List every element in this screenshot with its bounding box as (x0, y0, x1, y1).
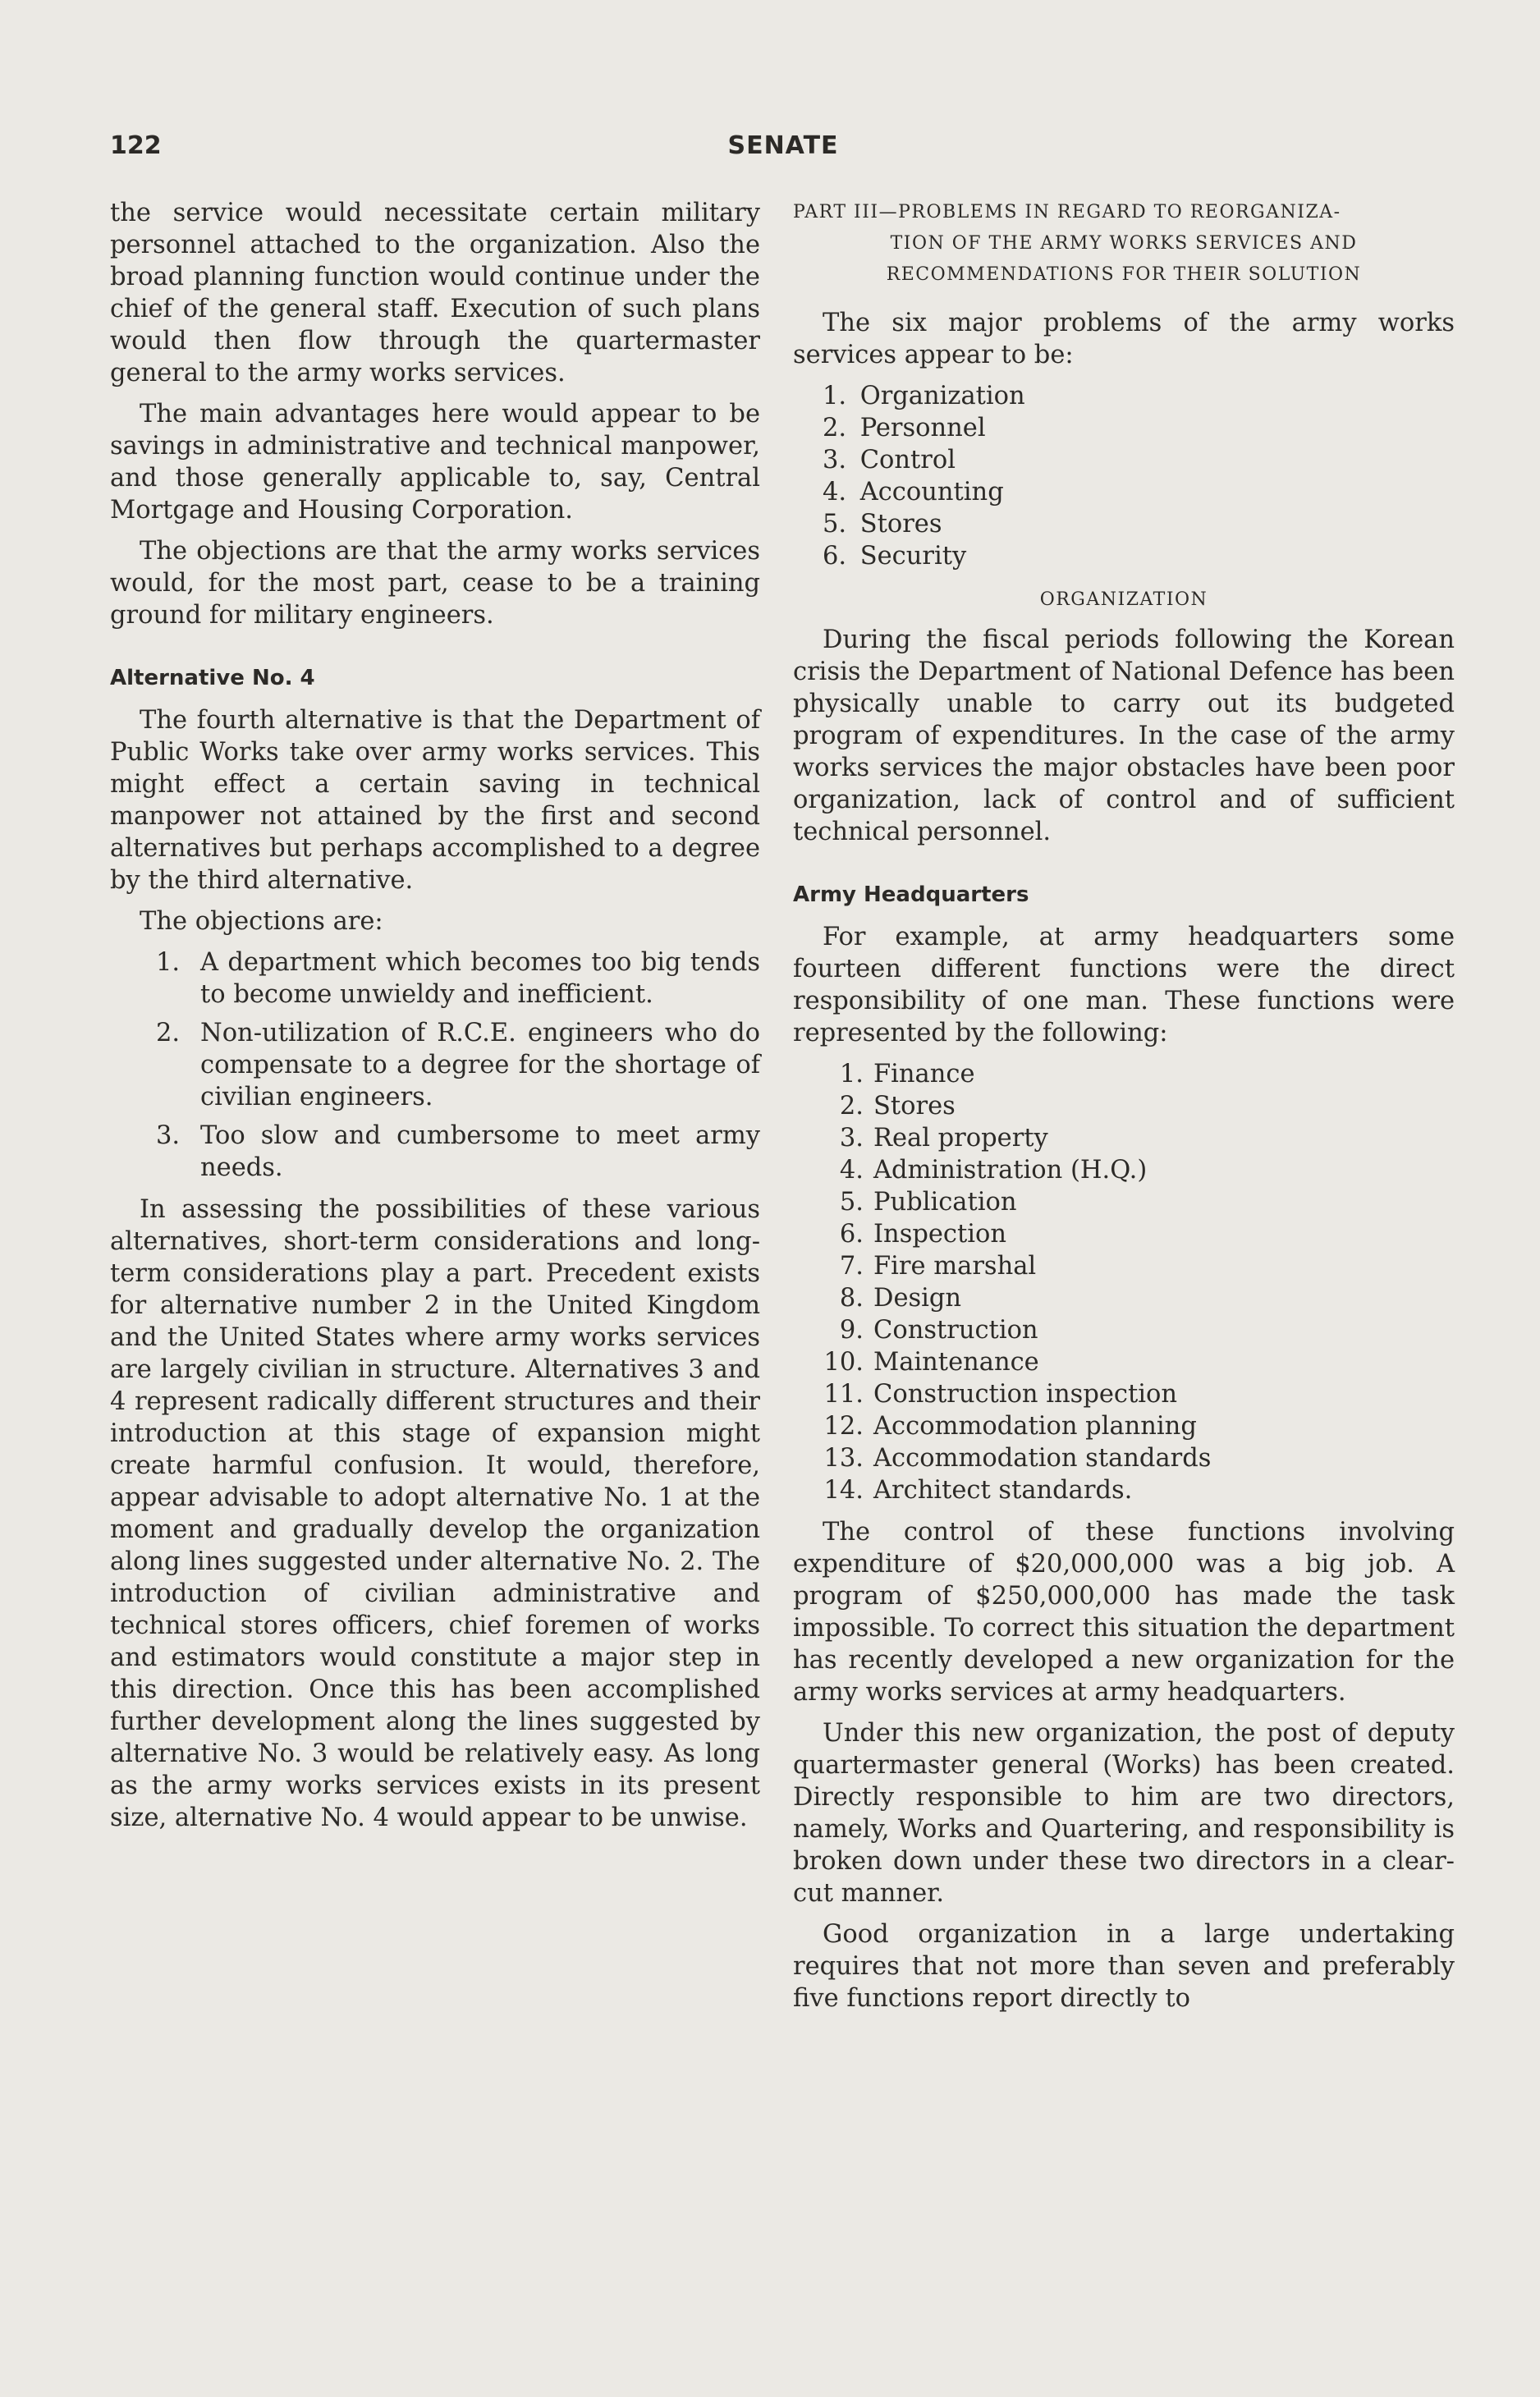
functions-list (793, 1058, 1455, 1506)
paragraph: During the fiscal periods following the Korean crisis the Department of National Defence has been physically unable to carry out its budgeted program of expenditures. In the case of the army works services the major obstacles have been poor organization, lack of control and of sufficient technical personnel. (793, 626, 1455, 846)
list-item: 14. Architect standards. (823, 1476, 1133, 1505)
paragraph: Under this new organization, the post of deputy quartermaster general (Works) has been created. Directly responsible to him are two directors, namely, Works and Quartering, and responsibility is broken down under these two directors in a clear-cut manner. (793, 1719, 1455, 1908)
list-item: 5. Stores (823, 510, 942, 539)
objections-list (110, 946, 760, 1184)
paragraph: the service would necessitate certain military personnel attached to the organization. Also the broad planning function would continue under the chief of the general staff. Execution of such plans would then flow through the quartermaster general to the army works services. (110, 199, 760, 387)
list-item: 4. Administration (H.Q.) (839, 1156, 1148, 1185)
list-item: 3. Real property (839, 1124, 1048, 1153)
list-item: 2. Personnel (823, 414, 986, 442)
section-heading-alternative-4: Alternative No. 4 (110, 666, 315, 690)
list-item: 1. A department which becomes too big tends to become unwieldy and inefficient. (156, 948, 760, 1009)
page-header (110, 131, 1456, 172)
paragraph: The objections are that the army works services would, for the most part, cease to be a training ground for military engineers. (110, 537, 760, 630)
problems-list (793, 380, 1455, 572)
paragraph: The main advantages here would appear to be savings in administrative and technical manpower, and those generally applicable to, say, Central Mortgage and Housing Corporation. (110, 400, 760, 525)
section-heading-army-headquarters: Army Headquarters (793, 882, 1029, 907)
list-item: 1. Organization (823, 382, 1025, 410)
list-item: 10. Maintenance (823, 1348, 1039, 1377)
part-iii-heading: PART III—PROBLEMS IN REGARD TO REORGANIZA- TION OF THE ARMY WORKS SERVICES AND RECOMMENDATIONS FOR THEIR SOLUTION (793, 202, 1362, 285)
organization-heading: ORGANIZATION (1039, 589, 1208, 610)
list-item: 9. Construction (839, 1316, 1038, 1345)
paragraph: The fourth alternative is that the Department of Public Works take over army works services. This might effect a certain saving in technical manpower not attained by the first and second alternatives but perhaps accomplished to a degree by the third alternative. (110, 706, 760, 895)
paragraph: Good organization in a large undertaking requires that not more than seven and preferably five functions report directly to (793, 1920, 1455, 2013)
list-item: 12. Accommodation planning (823, 1412, 1197, 1441)
list-item: 2. Stores (839, 1092, 956, 1121)
list-item: 1. Finance (839, 1060, 975, 1089)
list-item: 11. Construction inspection (823, 1380, 1177, 1409)
list-item: 4. Accounting (823, 478, 1004, 506)
paragraph: In assessing the possibilities of these various alternatives, short-term considerations and long-term considerations play a part. Precedent exists for alternative number 2 in the United Kingdom and the United States where army works services are largely civilian in structure. Alternatives 3 and 4 represent radically different structures and their introduction at this stage of expansion might create harmful confusion. It would, therefore, appear advisable to adopt alternative No. 1 at the moment and gradually develop the organization along lines suggested under alternative No. 2. The introduction of civilian administrative and technical stores officers, chief foremen of works and estimators would constitute a major step in this direction. Once this has been accomplished further development along the lines suggested by alternative No. 3 would be relatively easy. As long as the army works services exists in its present size, alternative No. 4 would appear to be unwise. (110, 1195, 760, 1832)
paragraph: The objections are: (140, 907, 383, 936)
list-item: 3. Too slow and cumbersome to meet army needs. (156, 1121, 760, 1182)
list-item: 6. Security (823, 542, 967, 571)
list-item: 13. Accommodation standards (823, 1444, 1212, 1473)
list-item: 7. Fire marshal (839, 1252, 1037, 1281)
list-item: 5. Publication (839, 1188, 1017, 1217)
left-column (110, 197, 760, 1843)
paragraph: For example, at army headquarters some fourteen different functions were the direct responsibility of one man. These functions were represented by the following: (793, 923, 1455, 1047)
list-item: 2. Non-utilization of R.C.E. engineers who do compensate to a degree for the shortage of civilian engineers. (156, 1019, 760, 1111)
right-column (793, 197, 1455, 2023)
paragraph: The six major problems of the army works services appear to be: (793, 309, 1455, 369)
paragraph: The control of these functions involving expenditure of $20,000,000 was a big job. A program of $250,000,000 has made the task impossible. To correct this situation the department has recently developed a new organization for the army works services at army headquarters. (793, 1518, 1455, 1707)
list-item: 8. Design (839, 1284, 962, 1313)
list-item: 6. Inspection (839, 1220, 1007, 1249)
page-number: 122 (110, 131, 162, 160)
running-head: SENATE (727, 131, 839, 160)
list-item: 3. Control (823, 446, 956, 474)
